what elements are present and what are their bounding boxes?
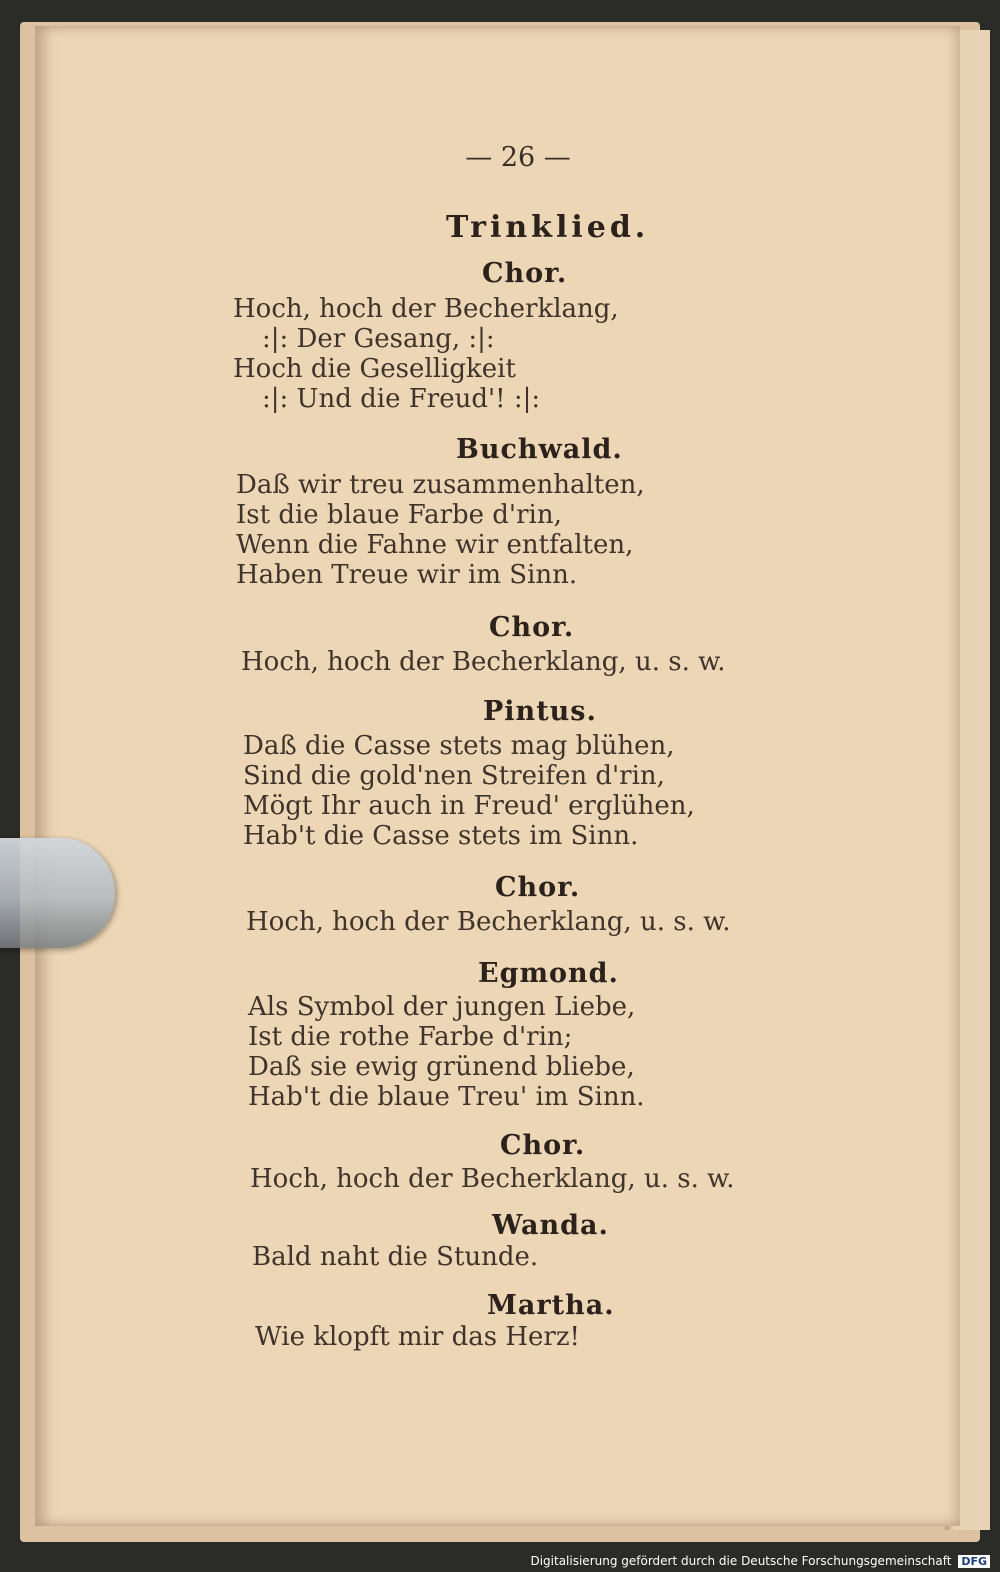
speaker-heading: Egmond. bbox=[478, 958, 619, 989]
page-number: — 26 — bbox=[465, 142, 571, 173]
speaker-heading: Chor. bbox=[495, 872, 581, 903]
verse-line: Sind die gold'nen Streifen d'rin, bbox=[243, 761, 665, 791]
footer-text: Digitalisierung gefördert durch die Deutsche Forschungsgemeinschaft bbox=[530, 1554, 952, 1568]
verse-line: :|: Der Gesang, :|: bbox=[262, 324, 495, 354]
verse-line: Daß wir treu zusammenhalten, bbox=[236, 470, 645, 500]
speaker-heading: Buchwald. bbox=[456, 434, 623, 465]
verse-line: Als Symbol der jungen Liebe, bbox=[248, 992, 636, 1022]
verse-line: Hoch, hoch der Becherklang, u. s. w. bbox=[246, 907, 731, 937]
verse-line: Daß die Casse stets mag blühen, bbox=[243, 731, 675, 761]
verse-line: Hoch die Geselligkeit bbox=[233, 354, 516, 384]
speaker-heading: Chor. bbox=[500, 1130, 586, 1161]
verse-line: Daß sie ewig grünend bliebe, bbox=[248, 1052, 635, 1082]
verse-line: Wie klopft mir das Herz! bbox=[255, 1322, 580, 1352]
verse-line: Ist die rothe Farbe d'rin; bbox=[248, 1022, 573, 1052]
verse-line: Hab't die blaue Treu' im Sinn. bbox=[248, 1082, 645, 1112]
speaker-heading: Pintus. bbox=[483, 696, 597, 727]
verse-line: Hoch, hoch der Becherklang, bbox=[233, 294, 619, 324]
speaker-heading: Chor. bbox=[489, 612, 575, 643]
verse-line: Haben Treue wir im Sinn. bbox=[236, 560, 578, 590]
verse-line: Hoch, hoch der Becherklang, u. s. w. bbox=[250, 1164, 735, 1194]
verse-line: :|: Und die Freud'! :|: bbox=[262, 384, 541, 414]
verse-line: Hab't die Casse stets im Sinn. bbox=[243, 821, 639, 851]
verse-line: Hoch, hoch der Becherklang, u. s. w. bbox=[241, 647, 726, 677]
speaker-heading: Martha. bbox=[487, 1290, 615, 1321]
verse-line: Mögt Ihr auch in Freud' erglühen, bbox=[243, 791, 695, 821]
scanner-clip bbox=[0, 838, 115, 948]
digitization-footer bbox=[530, 1554, 990, 1568]
page-title: Trinklied. bbox=[446, 210, 650, 245]
verse-line: Wenn die Fahne wir entfalten, bbox=[236, 530, 634, 560]
speaker-heading: Chor. bbox=[482, 258, 568, 289]
dfg-logo: DFG bbox=[958, 1555, 990, 1568]
verse-line: Bald naht die Stunde. bbox=[252, 1242, 539, 1272]
verse-line: Ist die blaue Farbe d'rin, bbox=[236, 500, 562, 530]
speaker-heading: Wanda. bbox=[492, 1210, 609, 1241]
